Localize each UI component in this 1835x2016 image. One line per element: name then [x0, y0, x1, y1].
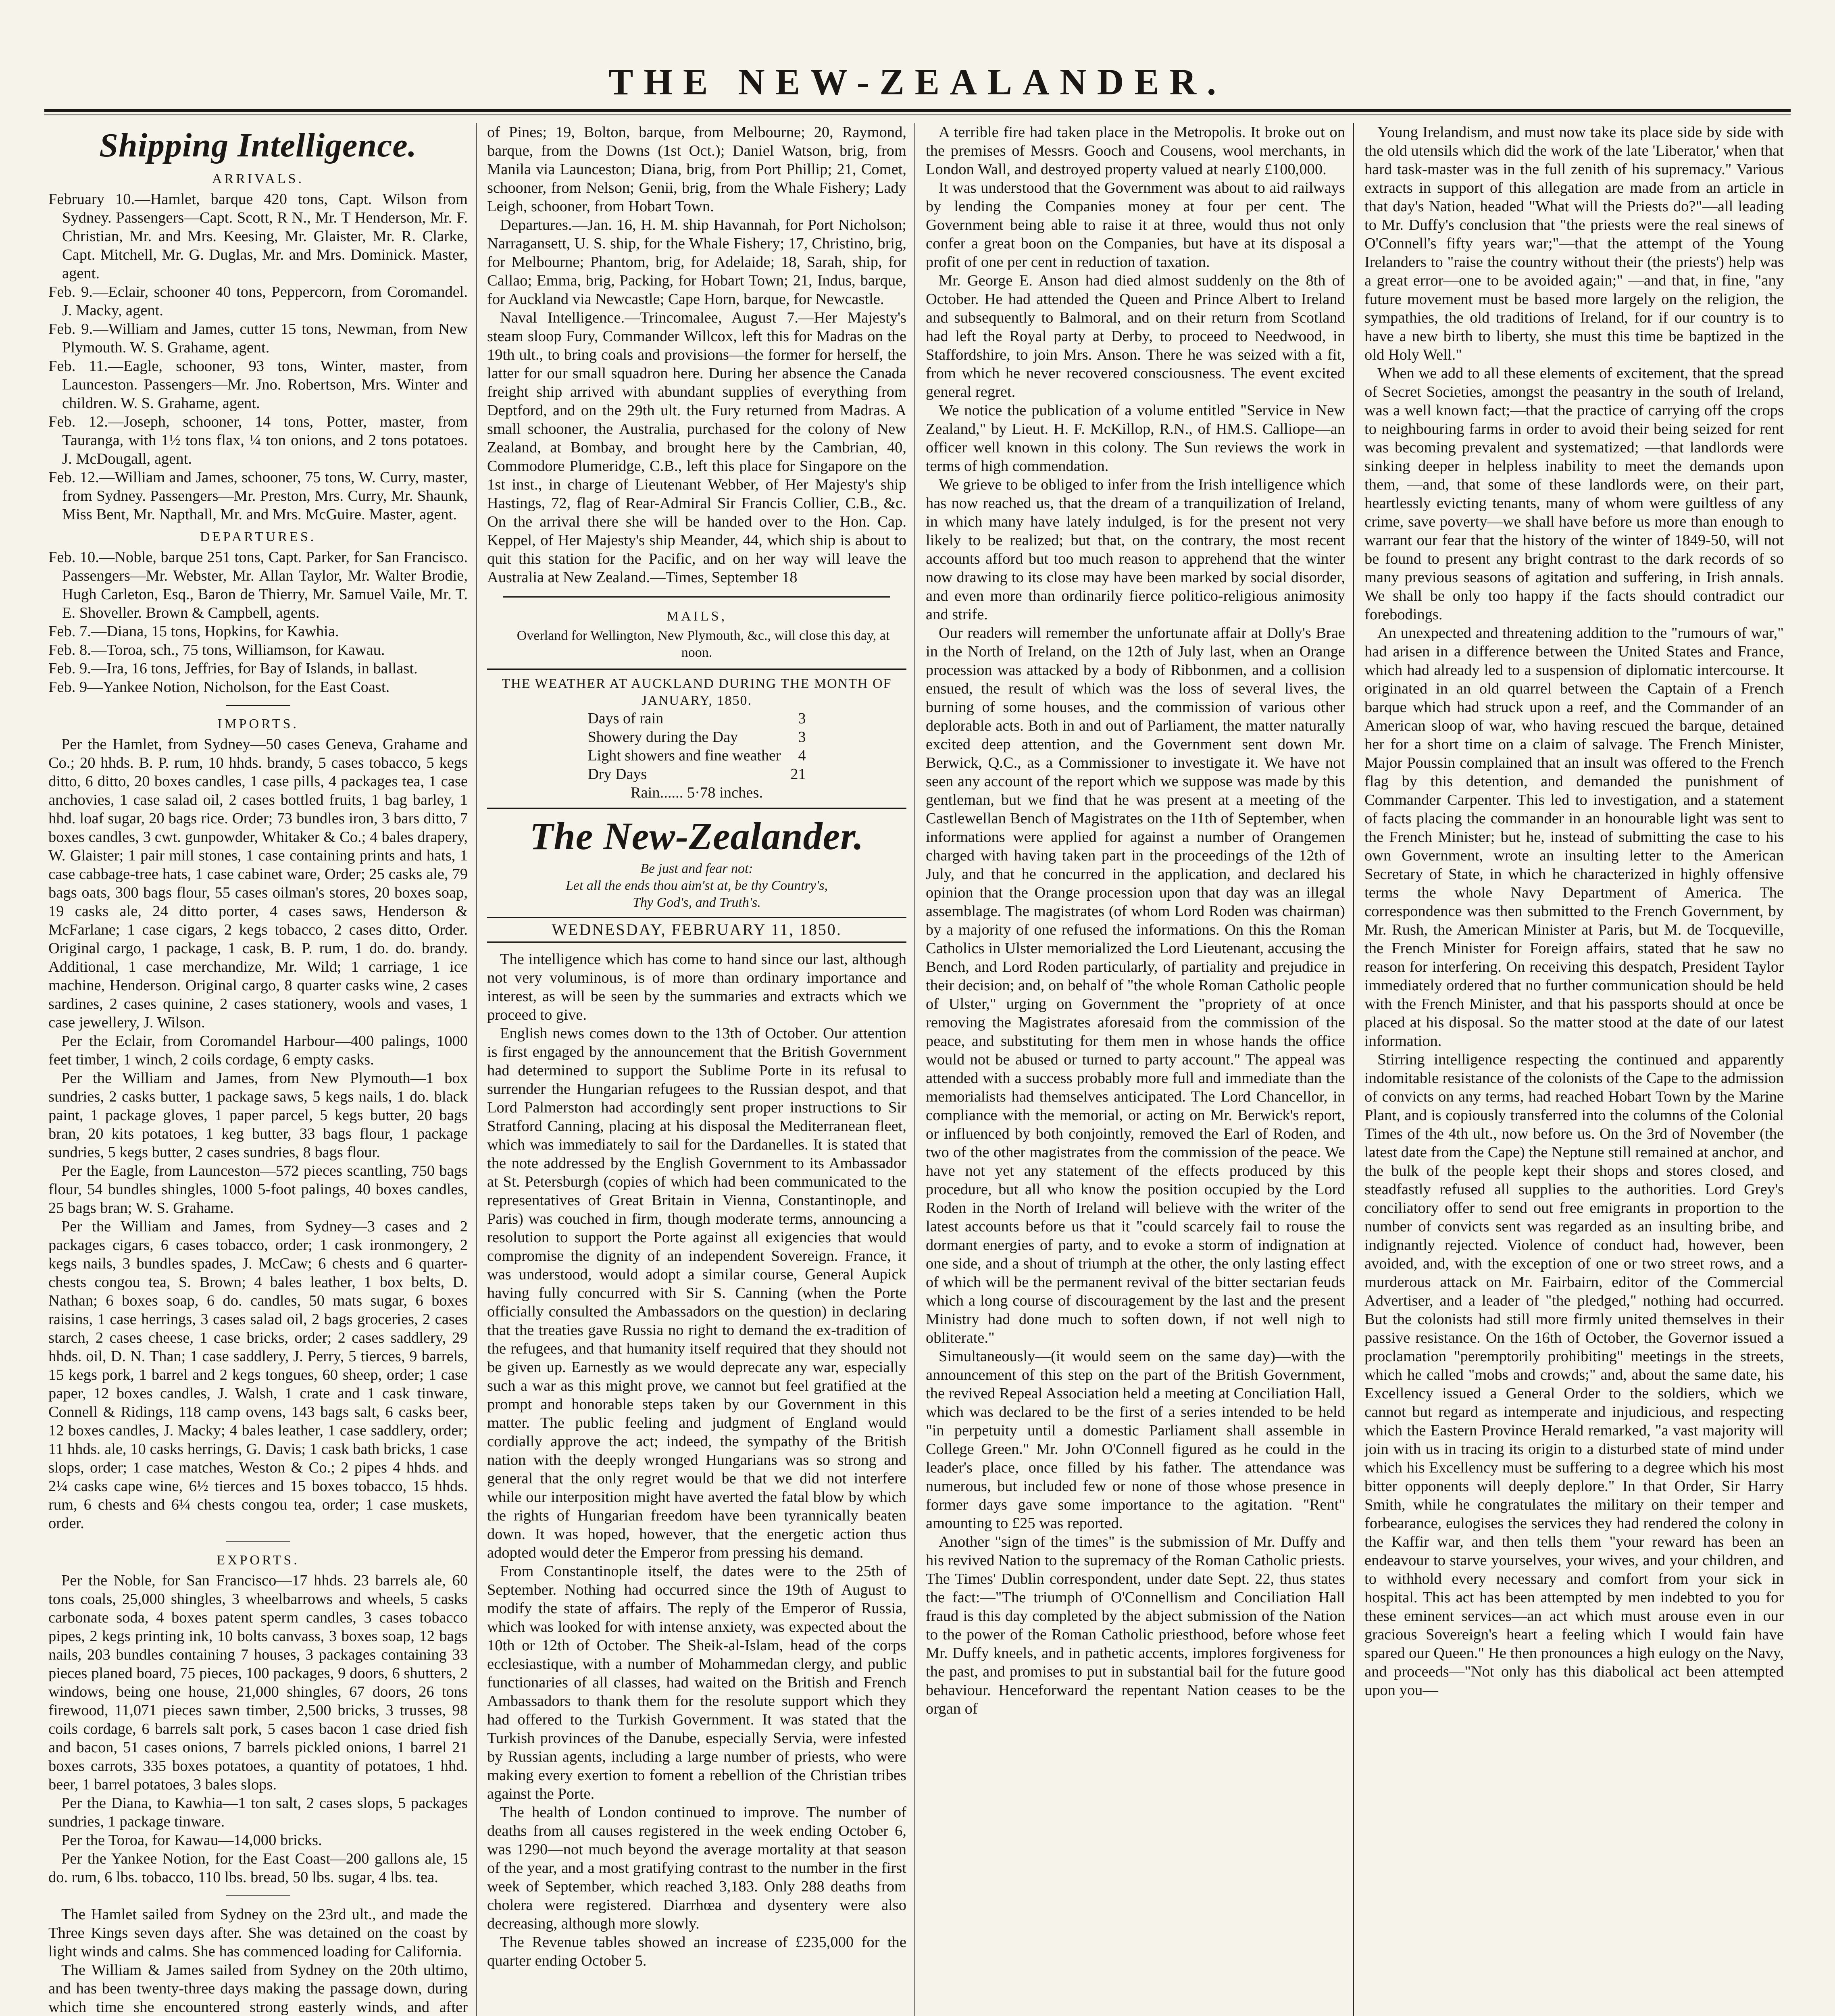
article-paragraph: Our readers will remember the unfortunate affair at Dolly's Brae in the North of Ireland, on the 12th of July last, when an Orange procession was attacked by a body of Ribbonmen, and a collision ensued, the result of which was the loss of several lives, the burning of some houses, and the commission of various other deplorable acts. Both in and out of Parliament, the matter naturally excited deep attention, and the Government sent down Mr. Berwick, Q.C., as a Commissioner to investigate it. We have not seen any account of the report which we suppose was made by this gentleman, but we find that he was present at a meeting of the Castlewellan Bench of Magistrates on the 11th of September, when informations were applied for against a number of Orangemen charged with having taken part in the proceedings of the 12th of July, and that he concurred in the application, and declared his opinion that the Orange procession upon that day was an illegal assemblage. The magistrates (of whom Lord Roden was chairman) by a majority of one refused the informations. On this the Roman Catholics in Ulster memorialized the Lord Lieutenant, accusing the Bench, and Lord Roden particularly, of partiality and prejudice in their decision; and, on behalf of "the whole Roman Catholic people of Ulster," urging on Government the "propriety of at once removing the Magistrates aforesaid from the commission of the peace, and substituting for them men in whose hands the office would not be abused or turned to party account." The appeal was attended with a success probably more full and immediate than the memorialists had themselves anticipated. The Lord Chancellor, in compliance with the memorial, or acting on Mr. Berwick's report, or influenced by both conjointly, removed the Earl of Roden, and two of the other magistrates from the commission of the peace. We have not yet any statement of the effects produced by this procedure, but all who know the position occupied by the Lord Roden in the North of Ireland will believe with the writer of the latest accounts before us that it "could scarcely fail to rouse the dormant energies of party, and to evoke a storm of indignation at one side, and a shout of triumph at the other, the only lasting effect of which will be the permanent revival of the bitter sectarian feuds which a long course of discouragement by the last and the present Ministry had done much to soften down, if not well nigh to obliterate.": [926, 625, 1345, 1346]
arrival-entry: Feb. 12.—William and James, schooner, 75 tons, W. Curry, master, from Sydney. Passengers—Mr. Preston, Mrs. Curry, Mr. Shaunk, Miss Bent, Mr. Napthall, Mr. and Mrs. McGuire. Master, agent.: [48, 469, 468, 523]
article-paragraph: Another "sign of the times" is the submission of Mr. Duffy and his revived Nation to the supremacy of the Roman Catholic priests. The Times' Dublin correspondent, under date Sept. 22, thus states the fact:—"The triumph of O'Connellism and Conciliation Hall fraud is this day completed by the abject submission of the Nation to the power of the Roman Catholic priesthood, before whose feet Mr. Duffy kneels, and in pathetic accents, implores forgiveness for the past, and promises to put in substantial bail for the future good behaviour. Henceforward the repentant Nation ceases to be the organ of: [926, 1533, 1345, 1717]
rainfall: Rain...... 5·78 inches.: [630, 784, 763, 801]
article-paragraph: It was understood that the Government was about to aid railways by lending the Companies money at four per cent. The Government being able to raise it at three, would thus not only confer a great boon on the Companies, but have at its disposal a profit of one per cent in reduction of taxation.: [926, 179, 1345, 271]
column-3: [926, 123, 1345, 2016]
article-paragraph: English news comes down to the 13th of October. Our attention is first engaged by the announcement that the British Government had determined to support the Sublime Porte in its refusal to surrender the Hungarian refugees to the Russian despot, and that Lord Palmerston had accordingly sent proper instructions to Sir Stratford Canning, placing at his disposal the Mediterranean fleet, which was immediately to sail for the Dardanelles. It is stated that the note addressed by the English Government to its Ambassador at St. Petersburgh (copies of which had been communicated to the representatives of Great Britain in Vienna, Constantinople, and Paris) was couched in firm, though moderate terms, announcing a resolution to support the Porte against all exigencies that would compromise the dignity of an independent Sovereign. France, it was understood, would adopt a similar course, General Aupick having fully concurred with Sir S. Canning (when the Porte officially consulted the Ambassadors on the question) in declaring that the treaties gave Russia no right to demand the ex-tradition of the refugees, and that humanity itself required that they should not be given up. Earnestly as we would deprecate any war, especially such a war as this might prove, we cannot but feel gratified at the prompt and honorable steps taken by our Government in this matter. The public feeling and judgment of England would cordially approve the act; indeed, the sympathy of the British nation with the deeply wronged Hungarians was so strong and general that the only regret would be that we did not interfere while our interposition might have averted the fatal blow by which the rights of Hungarian freedom have been tyrannically beaten down. It was hoped, however, that the energetic action thus adopted would deter the Emperor from pressing his demand.: [487, 1025, 906, 1561]
export-entry: Per the Toroa, for Kawau—14,000 bricks.: [61, 1832, 322, 1849]
arrivals-heading: ARRIVALS.: [212, 171, 304, 186]
weather-count: 21: [790, 766, 806, 783]
divider: [226, 1895, 290, 1896]
arrivals-list: [48, 190, 468, 524]
article-paragraph: Simultaneously—(it would seem on the same day)—with the announcement of this step on the part of the British Government, the revived Repeal Association held a meeting at Conciliation Hall, which was declared to be the first of a series intended to be held "in perpetuity until a domestic Parliament shall assemble in College Green." Mr. John O'Connell figured as he could in the leader's place, once filled by his father. The attendance was numerous, but included few or none of those whose presence in former days gave some importance to the agitation. "Rent" amounting to £25 was reported.: [926, 1348, 1345, 1532]
weather-row: [583, 709, 810, 728]
article-paragraph: Mr. George E. Anson had died almost suddenly on the 8th of October. He had attended the Queen and Prince Albert to Ireland and subsequently to Balmoral, and on their return from Scotland had left the Royal party at Derby, to proceed to Needwood, in Staffordshire, to join Mrs. Anson. There he was seized with a fit, from which he never recovered consciousness. The event excited general regret.: [926, 272, 1345, 400]
article-paragraph: Young Irelandism, and must now take its place side by side with the old utensils which did the work of the late 'Liberator,' when that hard task-master was in the full zenith of his supremacy." Various extracts in support of this allegation are made from an article in that day's Nation, headed "What will the Priests do?"—all leading to Mr. Duffy's conclusion that "the priests were the real sinews of O'Connell's fifty years war;"—that the attempt of the Young Irelanders to "raise the country without their (the priests') help was a great error—one to be avoided again;" —and that, in fine, "any future movement must be based more largely on the religion, the sympathies, the old traditions of Ireland, for if our country is to have a new birth to liberty, she must this time be baptized in the old Holy Well.": [1364, 124, 1784, 363]
divider: [503, 596, 890, 598]
article-paragraph: A terrible fire had taken place in the Metropolis. It broke out on the premises of Messrs. Gooch and Cousens, wool merchants, in London Wall, and destroyed property valued at nearly £100,000.: [926, 124, 1345, 178]
issue-date: WEDNESDAY, FEBRUARY 11, 1850.: [487, 917, 906, 943]
sydney-departures: Departures.—Jan. 16, H. M. ship Havannah, for Port Nicholson; Narragansett, U. S. ship, for the Whale Fishery; 17, Christino, brig, for Melbourne; Phantom, brig, for Adelaide; 18, Sarah, ship, for Callao; Emma, brig, Packing, for Hobart Town; 21, Indus, barque, for Auckland via Newcastle; Cape Horn, barque, for Newcastle.: [487, 217, 906, 308]
editorial-text: [1364, 123, 1784, 1699]
article-paragraph: We notice the publication of a volume entitled "Service in New Zealand," by Lieut. H. F. McKillop, R.N., of HM.S. Calliope—an officer well known in this colony. The Sun reviews the work in terms of high commendation.: [926, 402, 1345, 475]
shipping-heading: Shipping Intelligence.: [99, 127, 417, 164]
weather-row: [583, 728, 810, 746]
weather-count: 3: [798, 729, 806, 746]
article-paragraph: Stirring intelligence respecting the continued and apparently indomitable resistance of the colonists of the Cape to the admission of convicts on any terms, had reached Hobart Town by the Marine Plant, and is copiously transferred into the columns of the Colonial Times of the 4th ult., now before us. On the 3rd of November (the latest date from the Cape) the Neptune still remained at anchor, and the bulk of the people kept their shops and stores closed, and steadfastly refused all supplies to the authorities. Lord Grey's conciliatory offer to send out free emigrants in proportion to the number of convicts sent was regarded as an insulting bribe, and indignantly rejected. Violence of conduct had, however, been avoided, and, with the exception of one or two street rows, and a murderous attack on Mr. Fairbairn, editor of the Commercial Advertiser, and a leader of "the pledged," nothing had occurred. But the colonists had still more firmly united themselves in their passive resistance. On the 16th of October, the Governor issued a proclamation "peremptorily prohibiting" meetings in the streets, which he called "mobs and crowds;" and, about the same date, his Excellency issued a General Order to the soldiers, which we cannot but regard as intemperate and injudicious, and respecting which the Eastern Province Herald remarked, "a vast majority will join with us in tracing its origin to a disturbed state of mind under which his Excellency must be suffering to a degree which his most bitter opponents will deeply deplore." In that Order, Sir Harry Smith, while he congratulates the military on their temper and forbearance, eulogises the services they had rendered the colony in the Kaffir war, and then tells them "your reward has been an endeavour to starve yourselves, your wives, and your children, and to withhold every necessary and comfort from your sick in hospital. This act has been attempted by men indebted to you for these eminent services—an act which must arouse even in our gracious Sovereign's heart a feeling which I would fain have spared our Queen." He then pronounces a high eulogy on the Navy, and proceeds—"Not only has this diabolical act been attempted upon you—: [1364, 1051, 1784, 1699]
weather-label: Days of rain: [587, 710, 664, 727]
departures-heading: DEPARTURES.: [200, 529, 317, 544]
weather-label: Showery during the Day: [587, 729, 738, 746]
article-paragraph: When we add to all these elements of excitement, that the spread of Secret Societies, amongst the peasantry in the south of Ireland, was a well known fact;—that the practice of carrying off the crops to neighbouring farms in order to avoid their being seized for rent was becoming prevalent and systematized; —that landlords were sinking deeper in helpless inability to meet the demands upon them, —and, that some of these landlords were, on their part, heartlessly evicting tenants, many of whom were guiltless of any crime, save poverty—we shall have before us more than enough to warrant our fear that the history of the winter of 1849-50, will not be found to present any bright contrast to the dark records of so many previous seasons of agitation and suffering, in Irish annals. We shall be only too happy if the facts should contradict our forebodings.: [1364, 365, 1784, 623]
column-1: [48, 123, 468, 2016]
motto: Be just and fear not: Let all the ends thou aim'st at, be thy Country's, Thy God's, and Truth's.: [565, 861, 828, 910]
editorial-text: [926, 123, 1345, 1718]
departure-entry: Feb. 7.—Diana, 15 tons, Hopkins, for Kawhia.: [48, 623, 339, 640]
weather-table: [583, 709, 810, 783]
exports-list: [48, 1571, 468, 1887]
editorial-text: [487, 950, 906, 1970]
imports-heading: IMPORTS.: [217, 716, 299, 731]
masthead-rule: [44, 109, 1791, 112]
article-paragraph: We grieve to be obliged to infer from the Irish intelligence which has now reached us, that the dream of a tranquilization of Ireland, in which many have lately indulged, is for the present not very likely to be realized; but that, on the contrary, the most recent accounts afford but too much reason to apprehend that the winter now drawing to its close may have been marked by social disorder, and even more than ordinarily fierce politico-religious animosity and strife.: [926, 476, 1345, 623]
column-4: [1364, 123, 1784, 2016]
article-paragraph: The intelligence which has come to hand since our last, although not very voluminous, is of more than ordinary importance and interest, as will be seen by the summaries and extracts which we proceed to give.: [487, 951, 906, 1023]
column-divider: [476, 123, 477, 2016]
mails-heading: MAILS,: [666, 609, 727, 624]
paper-title: The New-Zealander.: [529, 814, 864, 858]
sydney-arrivals-continued: of Pines; 19, Bolton, barque, from Melbourne; 20, Raymond, barque, from the Downs (1st Oct.); Daniel Watson, brig, from Manila via Launceston; Diana, brig, from Port Phillip; 21, Comet, schooner, from Nelson; Genii, brig, from the Whale Fishery; Lady Leigh, schooner, from Hobart Town.: [487, 124, 906, 215]
column-divider: [914, 123, 915, 2016]
arrival-entry: Feb. 9.—Eclair, schooner 40 tons, Peppercorn, from Coromandel. J. Macky, agent.: [48, 283, 468, 319]
export-entry: Per the Noble, for San Francisco—17 hhds. 23 barrels ale, 60 tons coals, 25,000 shingles, 3 wheelbarrows and wheels, 5 casks carbonate soda, 4 boxes patent sperm candles, 3 cases tobacco pipes, 2 kegs printing ink, 10 bolts canvass, 3 boxes soap, 12 bags nails, 203 bundles containing 7 houses, 3 packages containing 33 pieces planed board, 75 pieces, 100 packages, 9 doors, 6 shutters, 2 windows, being one house, 21,000 shingles, 67 doors, 26 tons firewood, 11,071 pieces sawn timber, 2,500 bricks, 3 trusses, 98 coils cordage, 6 barrels salt pork, 5 cases bacon 1 case dried fish and bacon, 51 cases onions, 7 barrels pickled onions, 1 barrel 21 boxes carrots, 335 boxes potatoes, a quantity of potatoes, 1 hhd. beer, 1 barrel potatoes, 3 bales slops.: [48, 1572, 468, 1793]
weather-title: THE WEATHER AT AUCKLAND DURING THE MONTH OF JANUARY, 1850.: [502, 676, 892, 708]
import-entry: Per the Hamlet, from Sydney—50 cases Geneva, Grahame and Co.; 20 hhds. B. P. rum, 10 hhds. brandy, 5 cases tobacco, 5 kegs ditto, 6 ditto, 20 boxes candles, 1 case pills, 4 packages tea, 1 case anchovies, 1 case salad oil, 2 cases bottled fruits, 1 bag barley, 1 hhd. loaf sugar, 20 bags rice. Order; 73 bundles iron, 3 bars ditto, 7 boxes candles, 3 cwt. gunpowder, Whitaker & Co.; 4 bales drapery, W. Glaister; 1 pair mill stones, 1 case containing prints and hats, 1 case cabbage-tree hats, 1 case cabinet ware, Order; 25 casks ale, 79 bags oats, 300 bags flour, 55 cases oilman's stores, 20 boxes soap, 19 casks ale, 24 ditto porter, 4 cases saws, Henderson & McFarlane; 1 case cigars, 2 kegs tobacco, 2 cases ditto, Order. Original cargo, 1 package, 1 cask, B. P. rum, 1 do. do. brandy. Additional, 1 case merchandize, Mr. Wild; 1 carriage, 1 ice machine, Henderson. Original cargo, 8 quarter casks wine, 2 cases sardines, 2 cases quinine, 2 cases stationery, wools and vases, 1 case jewellery, J. Wilson.: [48, 736, 468, 1031]
departure-entry: Feb. 9—Yankee Notion, Nicholson, for the East Coast.: [48, 679, 390, 696]
arrival-entry: Feb. 9.—William and James, cutter 15 tons, Newman, from New Plymouth. W. S. Grahame, agent.: [48, 321, 468, 356]
column-divider: [1353, 123, 1354, 2016]
weather-count: 3: [798, 710, 806, 727]
masthead: THE NEW-ZEALANDER.: [608, 61, 1227, 102]
column-2: [487, 123, 906, 2016]
departure-entry: Feb. 8.—Toroa, sch., 75 tons, Williamson, for Kawau.: [48, 641, 385, 658]
import-entry: Per the Eclair, from Coromandel Harbour—400 palings, 1000 feet timber, 1 winch, 2 coils cordage, 6 empty casks.: [48, 1033, 468, 1068]
article-paragraph: From Constantinople itself, the dates were to the 25th of September. Nothing had occurred since the 19th of August to modify the state of affairs. The reply of the Emperor of Russia, which was looked for with intense anxiety, was expected about the 10th or 12th of October. The Sheik-al-Islam, head of the corps ecclesiastique, with a number of Mohammedan clergy, and public functionaries of all classes, had waited on the British and French Ambassadors to thank them for the resolute support which they had offered to the Turkish Government. It was stated that the Turkish provinces of the Danube, especially Servia, were infested by Russian agents, including a large number of priests, who were making every exertion to foment a rebellion of the Christian tribes against the Porte.: [487, 1563, 906, 1802]
arrival-entry: Feb. 11.—Eagle, schooner, 93 tons, Winter, master, from Launceston. Passengers—Mr. Jno. Robertson, Mrs. Winter and children. W. S. Grahame, agent.: [48, 358, 468, 412]
article-paragraph: An unexpected and threatening addition to the "rumours of war," had arisen in a difference between the United States and France, which had already led to a suspension of diplomatic intercourse. It originated in an old quarrel between the Captain of a French barque which had struck upon a reef, and the Commander of an American sloop of war, who having rescued the barque, detained her for a short time on a claim of salvage. The French Minister, Major Poussin complained that an insult was offered to the French flag by this detention, and demanded the punishment of Commander Carpenter. This led to investigation, and a statement of facts placing the commander in an honourable light was sent to the French Minister; but he, instead of submitting the case to his own Government, wrote an insulting letter to the American Secretary of State, in which he characterized in highly offensive terms the whole Navy Department of America. The correspondence was then submitted to the French Government, by Mr. Rush, the American Minister at Paris, but M. de Tocqueville, the French Minister for Foreign affairs, stated that he saw no reason for interfering. On receiving this despatch, President Taylor immediately ordered that no further communication should be held with the French Minister, and that his passports should at once be placed at his disposal. So the matter stood at the date of our latest information.: [1364, 625, 1784, 1050]
arrival-entry: February 10.—Hamlet, barque 420 tons, Capt. Wilson from Sydney. Passengers—Capt. Scott, R N., Mr. T Henderson, Mr. F. Christian, Mr. and Mrs. Keesing, Mr. Glaister, Mr. R. Clarke, Capt. Mitchell, Mr. G. Duglas, Mr. and Mrs. Dominick. Master, agent.: [48, 191, 468, 282]
shipping-notes: [48, 1905, 468, 2016]
departures-list: [48, 548, 468, 696]
weather-box: [487, 669, 906, 809]
import-entry: Per the William and James, from New Plymouth—1 box sundries, 2 casks butter, 1 package saws, 5 kegs nails, 1 do. black paint, 1 package gloves, 1 paper parcel, 5 kegs butter, 20 bags bran, 20 kits potatoes, 1 keg butter, 33 bags flour, 1 package sundries, 5 kegs butter, 2 cases sundries, 8 bags flour.: [48, 1070, 468, 1161]
import-entry: Per the William and James, from Sydney—3 cases and 2 packages cigars, 6 cases tobacco, order; 1 cask ironmongery, 2 kegs nails, 3 bundles spades, J. McCaw; 6 chests and 6 quarter-chests congou tea, S. Brown; 4 bales leather, 1 box belts, D. Nathan; 6 boxes soap, 6 do. candles, 50 mats sugar, 6 boxes raisins, 1 case herrings, 3 cases salad oil, 2 bags groceries, 2 cases starch, 2 cases cheese, 1 case bricks, order; 2 cases saddlery, 29 hhds. oil, D. N. Than; 1 case saddlery, J. Perry, 5 tierces, 9 barrels, 15 kegs pork, 1 barrel and 2 kegs tongues, 60 sheep, order; 1 case paper, 12 boxes candles, J. Walsh, 1 crate and 1 cask tinware, Connell & Ridings, 118 camp ovens, 143 bags salt, 6 casks beer, 12 boxes candles, J. Macky; 4 bales leather, 1 case saddlery, order; 11 hhds. ale, 10 casks herrings, G. Davis; 1 cask bath bricks, 1 case slops, order; 1 case matches, Weston & Co.; 2 pipes 4 hhds. and 2¼ casks cape wine, 6½ tierces and 15 boxes tobacco, 15 hhds. rum, 6 chests and 6¼ chests congou tea, order; 1 case muskets, order.: [48, 1218, 468, 1532]
weather-label: Light showers and fine weather: [587, 747, 781, 764]
article-paragraph: The health of London continued to improve. The number of deaths from all causes registered in the week ending October 6, was 1290—not much beyond the average mortality at that season of the year, and a most gratifying contrast to the number in the first week of September, which reached 3,183. Only 288 deaths from cholera were registered. Diarrhœa and dysentery were also decreasing, although more slowly.: [487, 1804, 906, 1932]
departure-entry: Feb. 9.—Ira, 16 tons, Jeffries, for Bay of Islands, in ballast.: [48, 660, 418, 677]
weather-row: [583, 746, 810, 765]
weather-label: Dry Days: [587, 766, 647, 783]
export-entry: Per the Diana, to Kawhia—1 ton salt, 2 cases slops, 5 packages sundries, 1 package tinware.: [48, 1795, 468, 1830]
weather-count: 4: [798, 747, 806, 764]
divider: [226, 705, 290, 706]
arrival-entry: Feb. 12.—Joseph, schooner, 14 tons, Potter, master, from Tauranga, with 1½ tons flax, ¼ ton onions, and 2 tons potatoes. J. McDougall, agent.: [48, 413, 468, 467]
mails-notice: Overland for Wellington, New Plymouth, &c., will close this day, at noon.: [517, 628, 890, 660]
imports-list: [48, 735, 468, 1533]
article-paragraph: The Revenue tables showed an increase of £235,000 for the quarter ending October 5.: [487, 1934, 906, 1969]
import-entry: Per the Eagle, from Launceston—572 pieces scantling, 750 bags flour, 54 bundles shingles, 1000 5-foot palings, 40 boxes candles, 25 bags bran; W. S. Grahame.: [48, 1162, 468, 1216]
divider: [226, 1541, 290, 1542]
weather-row: [583, 765, 810, 783]
export-entry: Per the Yankee Notion, for the East Coast—200 gallons ale, 15 do. rum, 6 lbs. tobacco, 110 lbs. bread, 50 lbs. sugar, 4 lbs. tea.: [48, 1850, 468, 1886]
naval-intelligence: Naval Intelligence.—Trincomalee, August 7.—Her Majesty's steam sloop Fury, Commander Willcox, left this for Madras on the 19th ult., to bring coals and provisions—the former for herself, the latter for our small squadron here. During her absence the Canada freight ship arrived with abundant supplies of everything from Deptford, and on the 29th ult. the Fury returned from Madras. A small schooner, the Australia, purchased for the colony of New Zealand, at Bombay, and brought here by the Cambrian, 40, Commodore Plumeridge, C.B., left this place for Singapore on the 1st inst., in charge of Lieutenant Webber, of Her Majesty's ship Hastings, 72, flag of Rear-Admiral Sir Francis Collier, C.B., &c. On the arrival there she will be handed over to the Hon. Cap. Keppel, of Her Majesty's ship Meander, 44, which ship is about to quit this station for the Pacific, and on her way will leave the Australia at New Zealand.—Times, September 18: [487, 309, 906, 586]
shipping-note: The Hamlet sailed from Sydney on the 23rd ult., and made the Three Kings seven days after. She was detained on the coast by light winds and calms. She has commenced loading for California.: [48, 1906, 468, 1960]
departure-entry: Feb. 10.—Noble, barque 251 tons, Capt. Parker, for San Francisco. Passengers—Mr. Webster, Mr. Allan Taylor, Mr. Walter Brodie, Hugh Carleton, Esq., Baron de Thierry, Mr. Samuel Vaile, Mr. T. E. Shoveller. Brown & Campbell, agents.: [48, 549, 468, 621]
shipping-note: The William & James sailed from Sydney on the 20th ultimo, and has been twenty-three days making the passage down, during which time she encountered strong easterly winds, and after: [48, 1962, 468, 2016]
exports-heading: EXPORTS.: [217, 1553, 300, 1568]
